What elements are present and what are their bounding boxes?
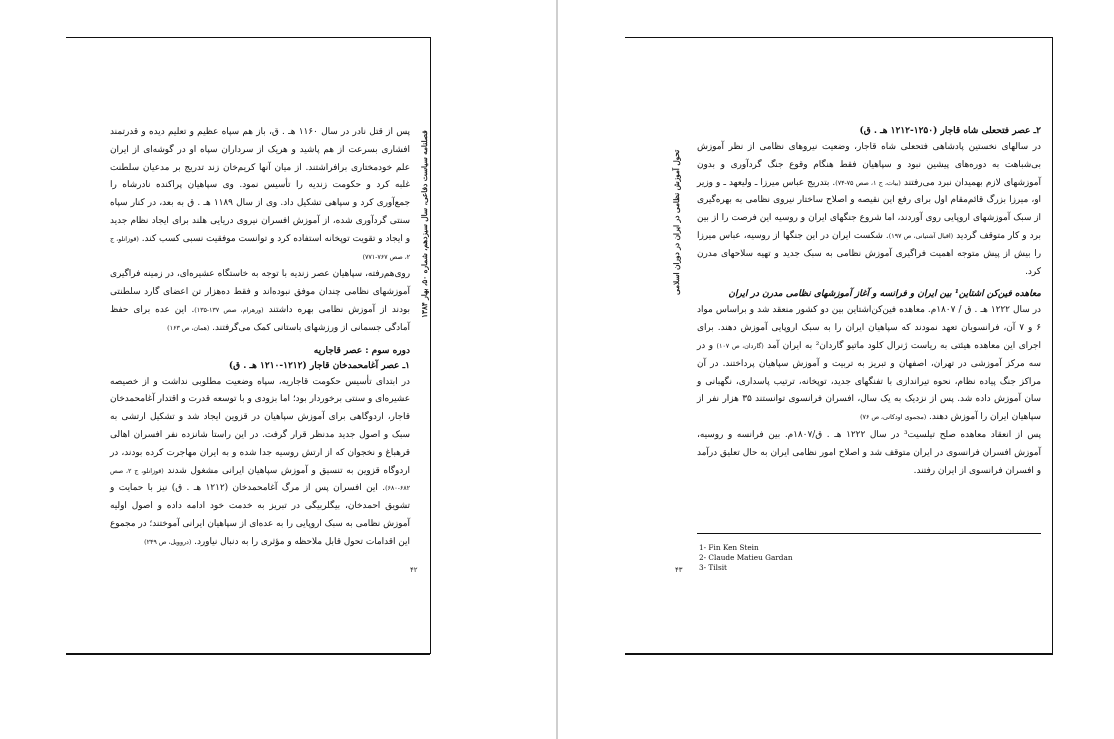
right-running-head: تحول آموزش نظامی در ایران در دوران اسلامی: [672, 149, 681, 295]
left-page-number: ۴۲: [410, 566, 418, 574]
citation: (مجموی اودکانی، ص ۷۶): [860, 414, 927, 422]
page-divider: [556, 0, 558, 739]
citation: (همان، ص ۱۶۳): [167, 324, 210, 332]
footnote-3: 3- Tilsit: [699, 563, 727, 572]
citation: (دروویل، ص ۲۴۹): [144, 538, 192, 546]
right-text-column: [697, 124, 1041, 480]
footnote-1: 1- Fin Ken Stein: [699, 543, 759, 552]
footnote-rule: [697, 533, 1041, 534]
citation: (قوزانلو، ج ۲، صص ۷۶۷-۷۷۱): [110, 235, 410, 261]
left-page-top-rule: [66, 37, 430, 38]
left-heading-1: دوره سوم : عصر قاجاریه: [313, 345, 410, 356]
left-page-side-rule: [430, 37, 431, 654]
footnotes: [699, 543, 899, 573]
citation: (گاردان، ص ۱۰۷): [716, 342, 764, 350]
right-paragraph-1: در سالهای نخستین پادشاهی فتحعلی شاه قاجار، وضعیت نیروهای نظامی از نظر آموزش بی‌شباهت به دوره‌های پیشین نبود و سپاهیان فقط هنگام وقوع جنگ گردآوری و بدون آموزشهای لازم بهمیدان نبرد می‌رفتند (بیات، ج ۱، صص ۷۵-۷۴). بتدریج عباس میرزا ـ ولیعهد ـ و وزیر او، میرزا بزرگ قائم‌مقام اول برای رفع این نقیصه و اصلاح ساختار نیروی نظامی به بهره‌گیری از سبک آموزشهای اروپایی روی آوردند، اما شروع جنگهای ایران و روسیه این فرصت را از بین برد و کار متوقف گردید (اقبال آشتیانی، ص ۱۹۷). شکست ایران در این جنگها از روسیه، عباس میرزا را بیش از پیش متوجه اهمیت فراگیری آموزش نظامی به سبک جدید و تهیه سلاحهای مدرن کرد.: [697, 142, 1041, 277]
right-page-top-rule: [625, 37, 1053, 38]
right-page-number: ۴۳: [675, 566, 683, 574]
right-paragraph-2: در سال ۱۲۲۲ هـ . ق / ۱۸۰۷م. معاهده فین‌کن‌اشتاین بین دو کشور منعقد شد و براساس مواد ۶ و ۷ آن، فرانسویان تعهد نمودند که سپاهیان ایران را به سبک اروپایی آموزش دهند. برای اجرای این معاهده هیئتی به ریاست ژنرال کلود ماتیو گاردان² به ایران آمد (گاردان، ص ۱۰۷) و در سه مرکز آموزشی در تهران، اصفهان و تبریز به تربیت و آموزش سپاهیان پرداختند. در آن مراکز جنگ پیاده نظام، نحوه تیراندازی با تفنگهای جدید، توپخانه، ترتیب پاسداری، نگهبانی و سان آموزش داده شد. پس از نزدیک به یک سال، افسران فرانسوی توانستند ۳۵ هزار نفر از سپاهیان ایران را آموزش دهند. (مجموی اودکانی، ص ۷۶): [697, 305, 1041, 423]
footnote-2: 2- Claude Matieu Gardan: [699, 553, 793, 562]
citation: (ورهرام، صص ۱۳۷-۱۳۵): [194, 306, 264, 314]
left-page: [0, 0, 555, 739]
left-text-column: [110, 124, 410, 552]
citation: (بیات، ج ۱، صص ۷۵-۷۴): [835, 179, 901, 187]
right-heading-2: معاهده فین‌کن اشتاین¹ بین ایران و فرانسه و آغاز آموزشهای نظامی مدرن در ایران: [728, 289, 1041, 300]
right-heading-1: ۲ـ عصر فتحعلی شاه قاجار (۱۲۵۰-۱۲۱۲ هـ . ق): [859, 126, 1041, 136]
citation: (قوزانلو، ج ۲، صص ۶۸۲-۶۸۰): [110, 467, 410, 493]
right-page: [559, 0, 1114, 739]
right-page-side-rule: [1052, 37, 1053, 654]
left-running-head: فصلنامه سیاست دفاعی، سال سیزدهم، شماره ۵۰، بهار ۱۳۸۴: [420, 130, 429, 318]
left-paragraph-2: روی‌هم‌رفته، سپاهیان عصر زندیه با توجه به خاستگاه عشیره‌ای، در زمینه فراگیری آموزشهای نظامی چندان موفق نبوده‌اند و فقط ده‌هزار تن اعضای گارد سلطنتی بودند از آموزش نظامی بهره داشتند (ورهرام، صص ۱۳۷-۱۳۵). این عده برای حفظ آمادگی جسمانی از ورزشهای باستانی کمک می‌گرفتند. (همان، ص ۱۶۳): [110, 269, 411, 333]
left-heading-2: ۱ـ عصر آغامحمدخان قاجار (۱۲۱۲-۱۲۱۰ هـ . ق): [228, 360, 410, 371]
citation: (اقبال آشتیانی، ص ۱۹۷): [888, 232, 954, 240]
right-paragraph-3: پس از انعقاد معاهده صلح تیلسیت³ در سال ۱۲۲۲ هـ . ق/۱۸۰۷م. بین فرانسه و روسیه، آموزش افسران فرانسوی در ایران متوقف شد و اصلاح امور نظامی ایران به حال تعلیق درآمد و افسران فرانسوی از ایران رفتند.: [697, 429, 1041, 476]
right-page-bottom-rule: [625, 653, 1053, 655]
left-paragraph-3: در ابتدای تأسیس حکومت قاجاریه، سپاه وضعیت مطلوبی نداشت و از خصیصه عشیره‌ای و سنتی برخوردار بود؛ اما بزودی و با توسعه قدرت و اقتدار آغامحمدخان قاجار، اردوگاهی برای آموزش سپاهیان در قزوین ایجاد شد و تشکیل ارتشی به سبک و اصول جدید مدنظر قرار گرفت. در این راستا شانزده نفر افسران اهالی قرهباغ و نخجوان که از ارتش روسیه جدا شده و به ایران مهاجرت کرده بودند، در اردوگاه قزوین به تنسیق و آموزش سپاهیان ایرانی مشغول شدند (قوزانلو، ج ۲، صص ۶۸۲-۶۸۰). این افسران پس از مرگ آغامحمدخان (۱۲۱۲ هـ . ق) نیز با حمایت و تشویق احمدخان، بیگلربیگی در تبریز به خدمت خود ادامه داده و اصول اولیه آموزش نظامی به سبک اروپایی را به عده‌ای از سپاهیان ایرانی آموختند؛ در مجموع این اقدامات تحول قابل ملاحظه و مؤثری را به دنبال نیاورد. (دروویل، ص ۲۴۹): [110, 376, 411, 547]
left-paragraph-1: پس از قتل نادر در سال ۱۱۶۰ هـ . ق، باز هم سپاه عظیم و تعلیم دیده و قدرتمند افشاری بسرعت از هم پاشید و هریک از سرداران سپاه او در گوشه‌ای از ایران علم خودمختاری برافراشتند. از میان آنها کریم‌خان زند تدریج بر مدعیان سلطنت غلبه کرد و حکومت زندیه را تأسیس نمود. وی سپاهیان پراکنده نادرشاه را جمع‌آوری کرد و سپاهی تشکیل داد. وی از سال ۱۱۸۹ هـ . ق به بعد، در کنار سپاه سنتی گردآوری شده، از آموزش افسران نیروی دریایی هلند برای ایجاد نظام جدید و ایجاد و تقویت توپخانه استفاده کرد و توانست موفقیت نسبی کسب کند. (قوزانلو، ج ۲، صص ۷۶۷-۷۷۱): [110, 127, 411, 261]
left-page-bottom-rule: [66, 653, 430, 655]
